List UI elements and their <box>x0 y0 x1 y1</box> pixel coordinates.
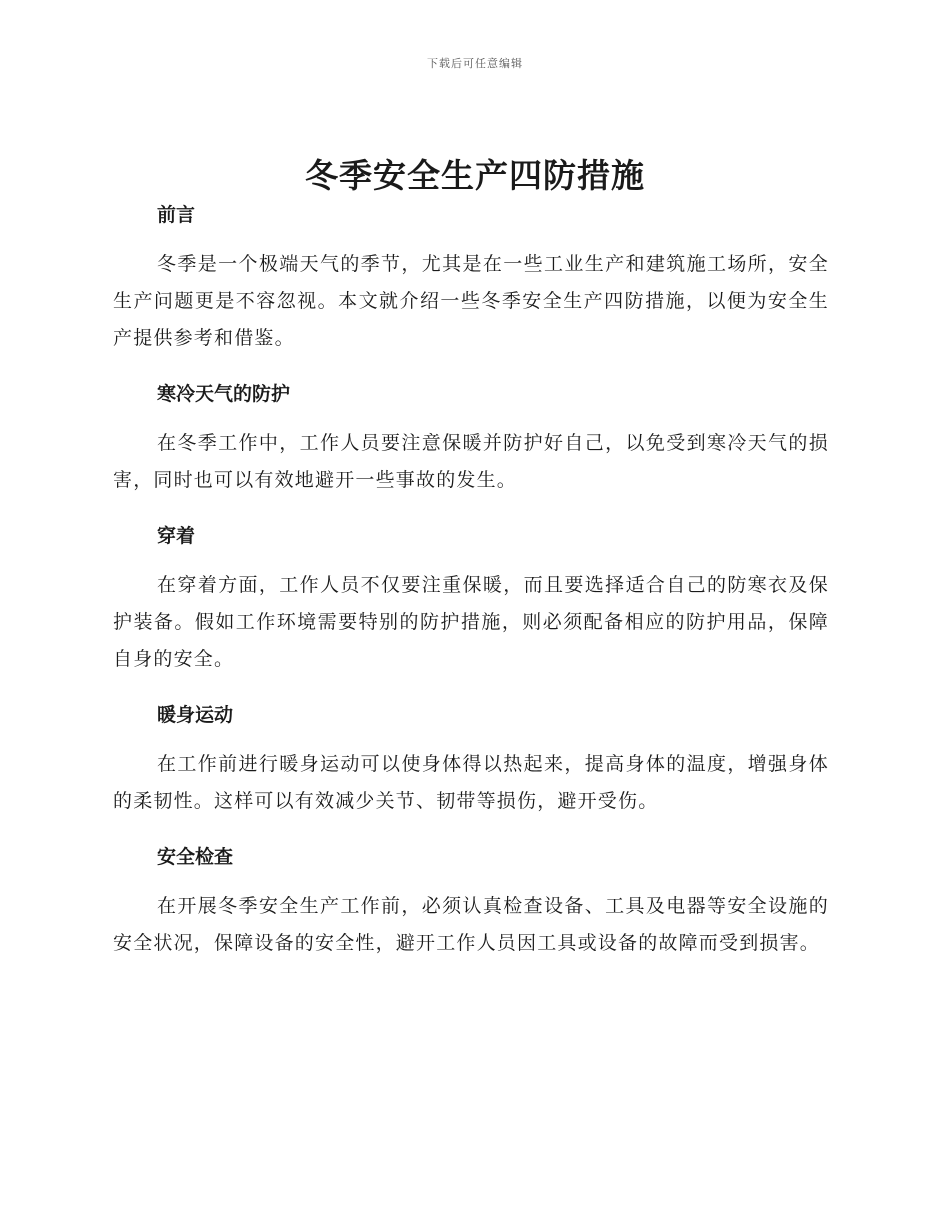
section-heading: 暖身运动 <box>157 704 234 726</box>
section-cold-weather <box>113 377 829 499</box>
section-paragraph: 冬季是一个极端天气的季节，尤其是在一些工业生产和建筑施工场所，安全生产问题更是不容忽视。本文就介绍一些冬季安全生产四防措施，以便为安全生产提供参考和借鉴。 <box>113 253 829 349</box>
section-heading: 前言 <box>157 204 196 226</box>
section-heading: 寒冷天气的防护 <box>157 383 291 405</box>
page-header-note: 下载后可任意编辑 <box>427 57 523 70</box>
section-heading: 安全检查 <box>157 846 234 868</box>
section-warm-up <box>113 698 829 820</box>
document-body <box>113 198 829 982</box>
section-preface <box>113 198 829 357</box>
section-heading: 穿着 <box>157 525 196 547</box>
section-paragraph: 在工作前进行暖身运动可以使身体得以热起来，提高身体的温度，增强身体的柔韧性。这样可以有效减少关节、韧带等损伤，避开受伤。 <box>113 753 829 812</box>
section-paragraph: 在冬季工作中，工作人员要注意保暖并防护好自己，以免受到寒冷天气的损害，同时也可以有效地避开一些事故的发生。 <box>113 432 829 491</box>
document-title: 冬季安全生产四防措施 <box>305 156 645 195</box>
section-paragraph: 在穿着方面，工作人员不仅要注重保暖，而且要选择适合自己的防寒衣及保护装备。假如工作环境需要特别的防护措施，则必须配备相应的防护用品，保障自身的安全。 <box>113 574 829 670</box>
section-safety-check <box>113 840 829 962</box>
section-paragraph: 在开展冬季安全生产工作前，必须认真检查设备、工具及电器等安全设施的安全状况，保障设备的安全性，避开工作人员因工具或设备的故障而受到损害。 <box>113 895 829 954</box>
section-clothing <box>113 519 829 678</box>
